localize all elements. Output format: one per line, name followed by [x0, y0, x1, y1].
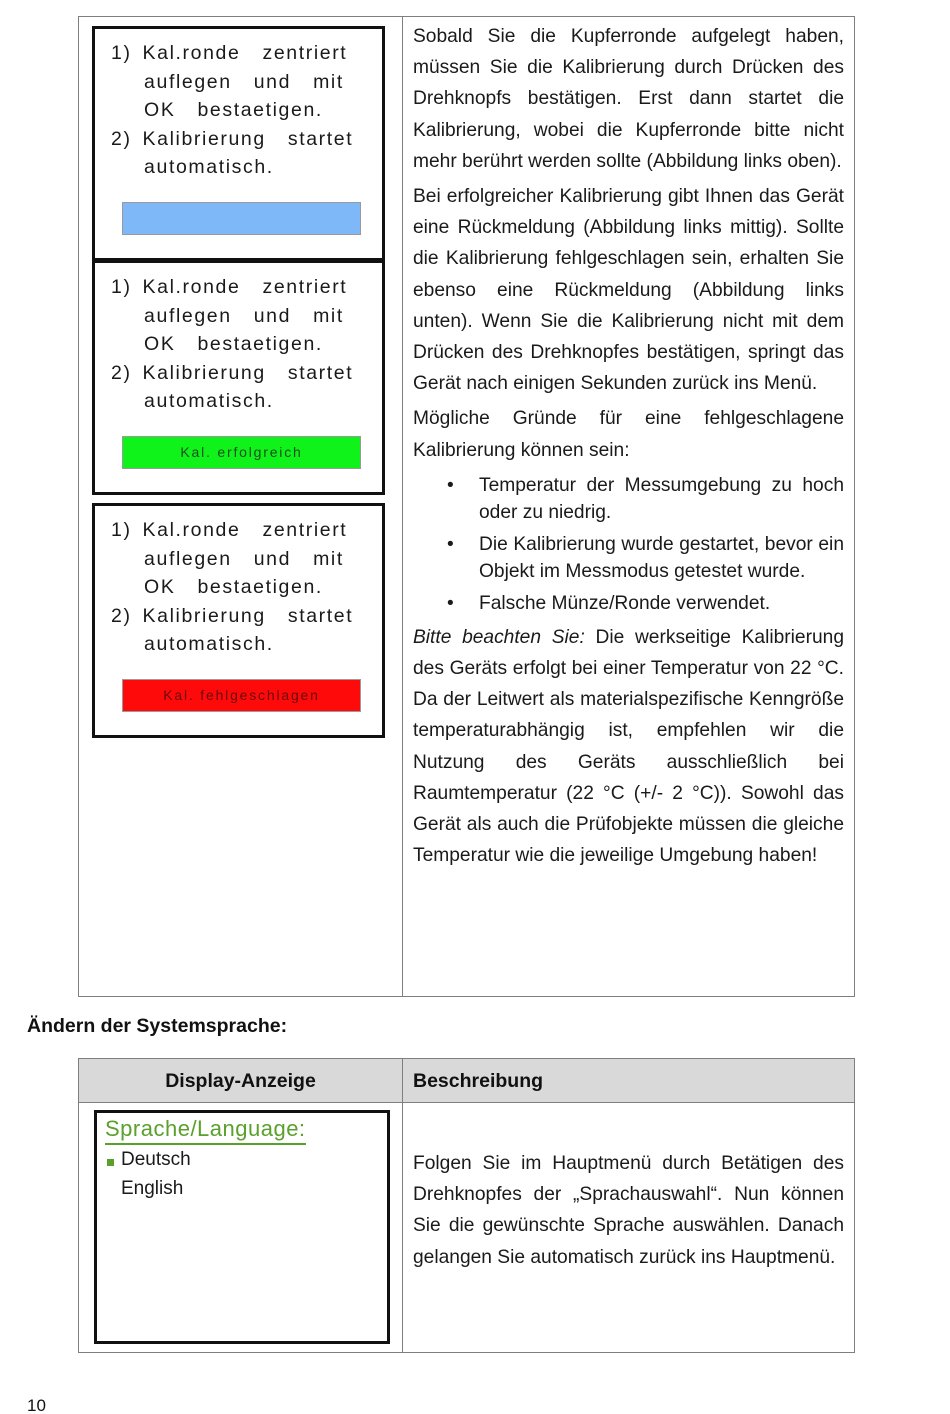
display-screen-calibrating	[92, 26, 385, 261]
display-column	[79, 1103, 403, 1352]
screen-instructions: 1) Kal.ronde zentriert auflegen und mit OK bestaetigen. 2) Kalibrierung startet automatisch.	[111, 276, 354, 412]
bullet-icon: •	[447, 474, 454, 496]
screen-instructions: 1) Kal.ronde zentriert auflegen und mit OK bestaetigen. 2) Kalibrierung startet automatisch.	[111, 519, 354, 655]
bullet-icon: •	[447, 533, 454, 555]
status-bar-failure: Kal. fehlgeschlagen	[122, 679, 361, 712]
status-bar-progress	[122, 202, 361, 235]
reasons-list	[413, 472, 844, 617]
paragraph-feedback: Bei erfolgreicher Kalibrierung gibt Ihnen das Gerät eine Rückmeldung (Abbildung links mittig). Sollte die Kalibrierung fehlgeschlagen sein, erhalten Sie ebenso eine Rückmeldung (Abbildung links unten). Wenn Sie die Kalibrierung nicht mit dem Drücken des Drehknopfes bestätigen, springt das Gerät nach einigen Sekunden zurück ins Menü.	[413, 186, 844, 395]
header-description: Beschreibung	[413, 1070, 544, 1092]
language-option-deutsch: Deutsch	[121, 1149, 191, 1170]
bullet-icon: •	[447, 592, 454, 614]
display-column	[79, 17, 403, 996]
paragraph-reasons-intro: Mögliche Gründe für eine fehlgeschlagene Kalibrierung können sein:	[413, 408, 844, 461]
language-description: Folgen Sie im Hauptmenü durch Betätigen des Drehknopfes der „Sprachauswahl“. Nun können Sie die gewünschte Sprache auswählen. Danach gelangen Sie automatisch zurück ins Hauptmenü.	[413, 1153, 844, 1268]
display-screen-language	[94, 1110, 390, 1344]
description-column	[403, 17, 854, 996]
selected-marker-icon	[107, 1159, 114, 1166]
display-screen-failure	[92, 503, 385, 738]
note-label: Bitte beachten Sie:	[413, 626, 585, 648]
calibration-table	[78, 16, 855, 997]
page-number: 10	[27, 1396, 46, 1414]
screen-instructions: 1) Kal.ronde zentriert auflegen und mit OK bestaetigen. 2) Kalibrierung startet automatisch.	[111, 42, 354, 178]
paragraph-confirm: Sobald Sie die Kupferronde aufgelegt haben, müssen Sie die Kalibrierung durch Drücken des Drehknopfs bestätigen. Erst dann startet die Kalibrierung, wobei die Kupferronde bitte nicht mehr berührt werden sollte (Abbildung links oben).	[413, 26, 844, 172]
paragraph-note	[413, 622, 844, 872]
language-screen-title: Sprache/Language:	[105, 1115, 306, 1145]
list-item: • Falsche Münze/Ronde verwendet.	[413, 590, 844, 617]
status-bar-success: Kal. erfolgreich	[122, 436, 361, 469]
list-item: • Die Kalibrierung wurde gestartet, bevor ein Objekt im Messmodus getestet wurde.	[413, 531, 844, 585]
language-table	[78, 1058, 855, 1353]
header-display: Display-Anzeige	[79, 1059, 403, 1103]
section-heading-language: Ändern der Systemsprache:	[27, 1015, 288, 1037]
list-item: • Temperatur der Messumgebung zu hoch oder zu niedrig.	[413, 472, 844, 526]
description-column	[403, 1103, 854, 1352]
note-text: Die werkseitige Kalibrierung des Geräts erfolgt bei einer Temperatur von 22 °C. Da der Leitwert als materialspezifische Kenngröße temperaturabhängig ist, empfehlen wir die Nutzung des Geräts ausschließlich bei Raumtemperatur (22 °C (+/- 2 °C)). Sowohl das Gerät als auch die Prüfobjekte müssen die gleiche Temperatur wie die jeweilige Umgebung haben!	[413, 626, 844, 867]
language-option-english: English	[121, 1178, 184, 1199]
table-header	[79, 1059, 854, 1103]
calibration-description	[413, 21, 844, 871]
display-screen-success	[92, 260, 385, 495]
